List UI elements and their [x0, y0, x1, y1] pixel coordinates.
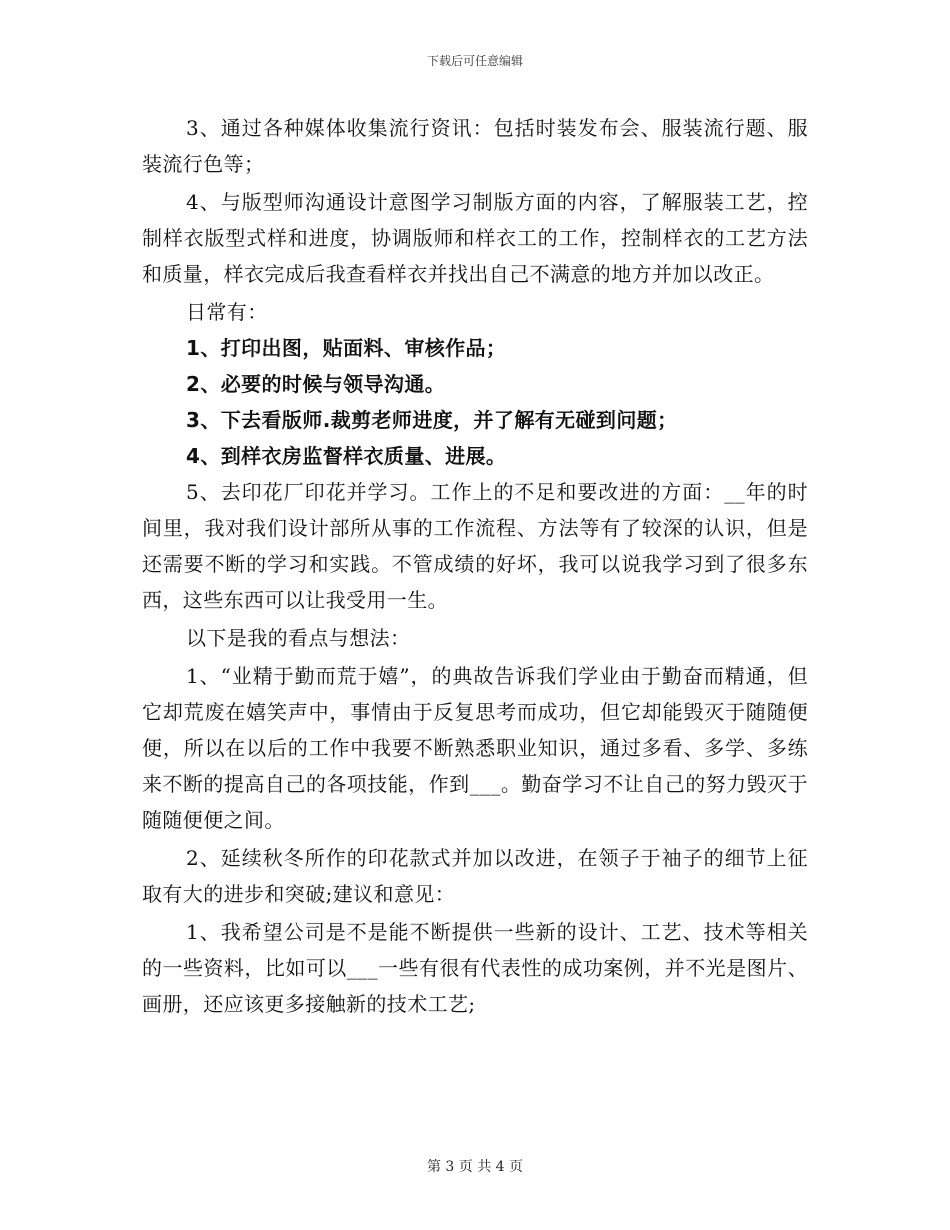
- document-body: [142, 110, 808, 1022]
- paragraph-thought-1: 1、“业精于勤而荒于嬉”，的典故告诉我们学业由于勤奋而精通，但它却荒废在嬉笑声中，事情由于反复思考而成功，但它却能毁灭于随随便便，所以在以后的工作中我要不断熟悉职业知识，通过多看、多学、多练来不断的提高自己的各项技能，作到___。勤奋学习不让自己的努力毁灭于随随便便之间。: [142, 664, 808, 832]
- paragraph-5: 5、去印花厂印花并学习。工作上的不足和要改进的方面：__年的时间里，我对我们设计部所从事的工作流程、方法等有了较深的认识，但是还需要不断的学习和实践。不管成绩的好坏，我可以说我学习到了很多东西，这些东西可以让我受用一生。: [142, 480, 808, 612]
- paragraph-1: 3、通过各种媒体收集流行资讯：包括时装发布会、服装流行题、服装流行色等；: [142, 116, 808, 176]
- paragraph-daily-item-4: 4、到样衣房监督样衣质量、进展。: [186, 444, 507, 468]
- paragraph-daily-item-3: 3、下去看版师.裁剪老师进度，并了解有无碰到问题；: [186, 408, 678, 432]
- page-footer: 第 3 页 共 4 页: [426, 1159, 524, 1175]
- paragraph-thoughts-heading: 以下是我的看点与想法：: [186, 626, 411, 650]
- paragraph-2: 4、与版型师沟通设计意图学习制版方面的内容，了解服装工艺，控制样衣版型式样和进度，协调版师和样衣工的工作，控制样衣的工艺方法和质量，样衣完成后我查看样衣并找出自己不满意的地方并加以改正。: [142, 190, 808, 286]
- paragraph-daily-heading: 日常有：: [186, 300, 268, 324]
- paragraph-suggestion-1: 1、我希望公司是不是能不断提供一些新的设计、工艺、技术等相关的一些资料，比如可以___一些有很有代表性的成功案例，并不光是图片、画册，还应该更多接触新的技术工艺;: [142, 920, 808, 1016]
- paragraph-daily-item-1: 1、打印出图，贴面料、审核作品；: [186, 336, 507, 360]
- paragraph-thought-2: 2、延续秋冬所作的印花款式并加以改进，在领子于袖子的细节上征取有大的进步和突破;建议和意见：: [142, 846, 808, 906]
- paragraph-daily-item-2: 2、必要的时候与领导沟通。: [186, 372, 446, 396]
- page-header: 下载后可任意编辑: [426, 54, 523, 68]
